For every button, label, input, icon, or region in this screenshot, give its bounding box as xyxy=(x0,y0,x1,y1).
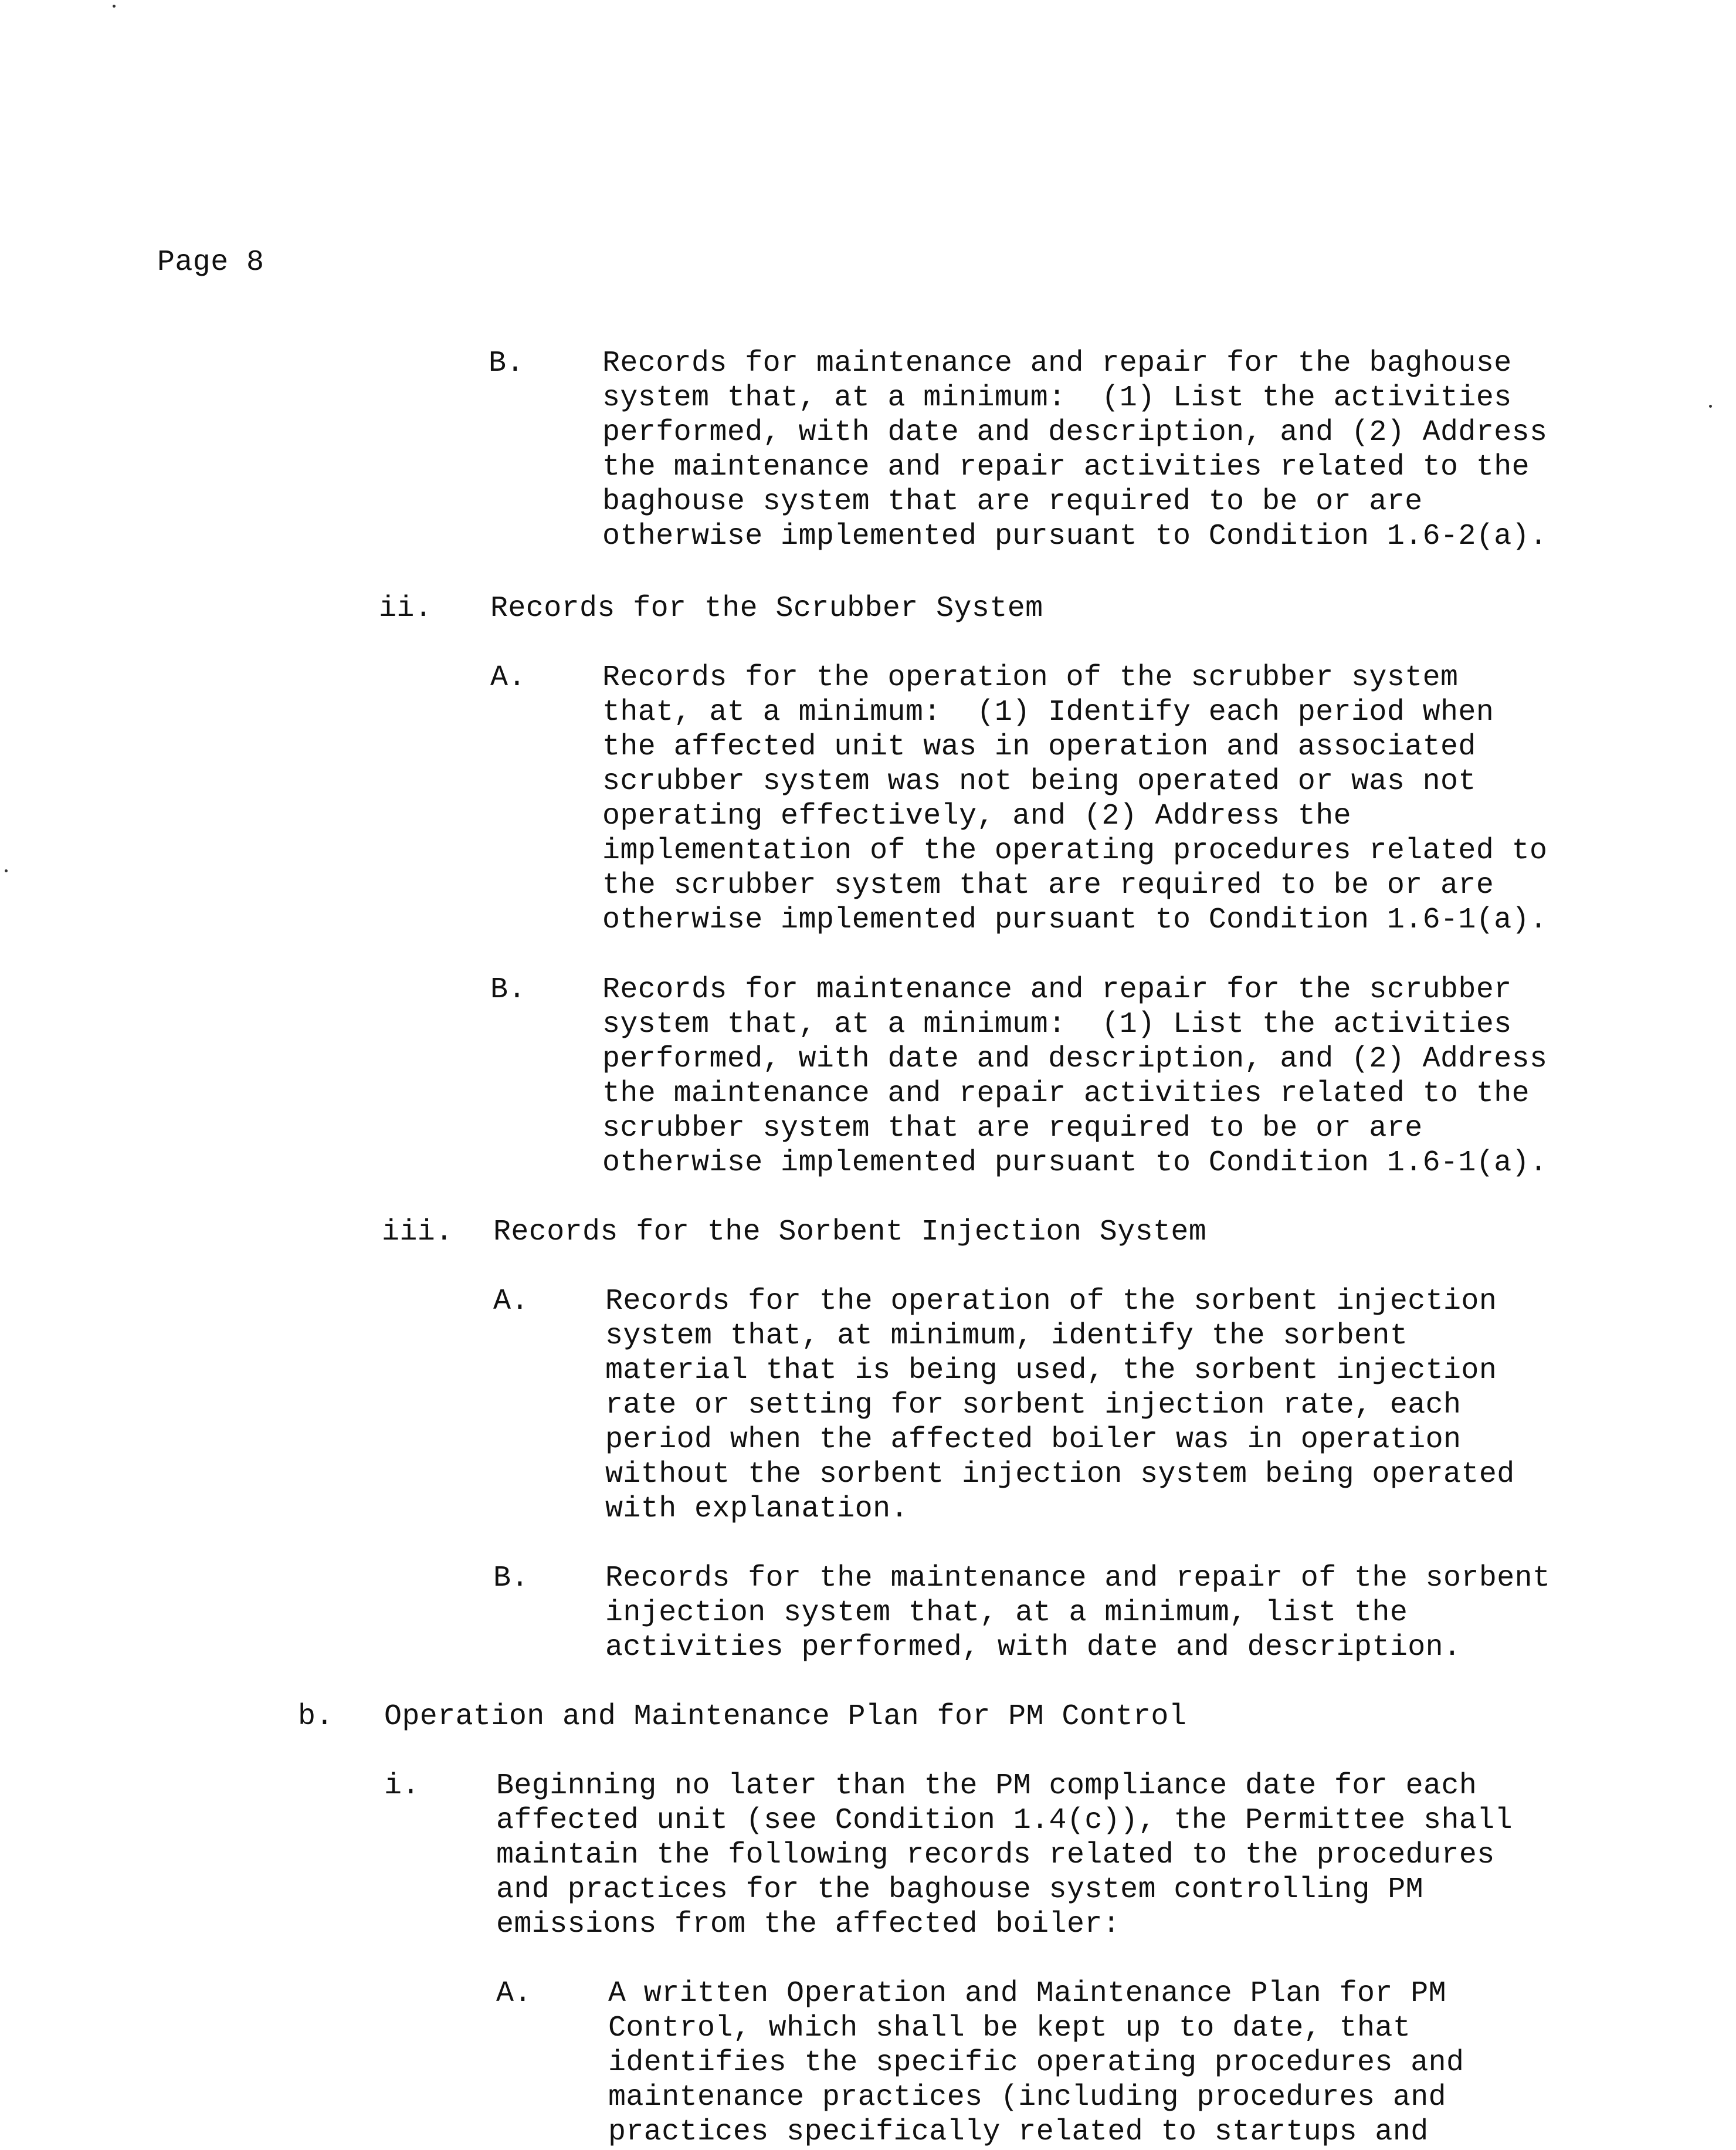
scan-speck xyxy=(1709,405,1712,408)
text-line: and practices for the baghouse system controlling PM xyxy=(496,1873,1424,1907)
item-marker: ii. xyxy=(379,592,433,625)
text-line: Records for the maintenance and repair of the sorbent xyxy=(605,1562,1551,1595)
item-marker: A. xyxy=(493,1285,529,1318)
scan-speck xyxy=(113,5,116,8)
text-line: Records for the operation of the scrubber system xyxy=(602,661,1459,695)
item-marker: B. xyxy=(493,1562,529,1595)
text-line: the scrubber system that are required to be or are xyxy=(602,869,1494,902)
text-line: without the sorbent injection system being operated xyxy=(605,1458,1515,1491)
text-line: otherwise implemented pursuant to Condition 1.6-2(a). xyxy=(602,520,1548,553)
item-marker: A. xyxy=(490,661,526,695)
text-line: otherwise implemented pursuant to Condition 1.6-1(a). xyxy=(602,903,1548,937)
text-line: identifies the specific operating procedures and xyxy=(608,2046,1464,2080)
text-line: material that is being used, the sorbent injection xyxy=(605,1354,1497,1387)
text-line: scrubber system that are required to be or are xyxy=(602,1112,1423,1145)
item-marker: B. xyxy=(489,347,524,380)
section-heading: Records for the Sorbent Injection System xyxy=(493,1215,1207,1249)
text-line: otherwise implemented pursuant to Condition 1.6-1(a). xyxy=(602,1146,1548,1180)
text-line: system that, at a minimum: (1) List the activities xyxy=(602,1008,1512,1041)
text-line: rate or setting for sorbent injection rate, each xyxy=(605,1389,1462,1422)
text-line: Control, which shall be kept up to date, that xyxy=(608,2012,1411,2045)
scan-speck xyxy=(5,869,8,872)
text-line: scrubber system was not being operated or was not xyxy=(602,765,1476,798)
text-line: baghouse system that are required to be or are xyxy=(602,485,1423,519)
text-line: the maintenance and repair activities related to the xyxy=(602,1077,1530,1110)
text-line: system that, at a minimum: (1) List the activities xyxy=(602,381,1512,415)
text-line: affected unit (see Condition 1.4(c)), the Permittee shall xyxy=(496,1804,1513,1837)
item-marker: iii. xyxy=(382,1215,453,1249)
text-line: injection system that, at a minimum, list the xyxy=(605,1596,1408,1630)
text-line: practices specifically related to startups and xyxy=(608,2115,1429,2149)
text-line: the maintenance and repair activities related to the xyxy=(602,451,1530,484)
text-line: performed, with date and description, and (2) Address xyxy=(602,416,1548,449)
item-marker: A. xyxy=(496,1977,532,2010)
text-line: period when the affected boiler was in operation xyxy=(605,1423,1462,1457)
text-line: Records for the operation of the sorbent injection xyxy=(605,1285,1497,1318)
item-marker: B. xyxy=(490,973,526,1007)
text-line: emissions from the affected boiler: xyxy=(496,1908,1121,1941)
item-marker: b. xyxy=(298,1700,334,1733)
text-line: performed, with date and description, and (2) Address xyxy=(602,1042,1548,1076)
text-line: maintenance practices (including procedures and xyxy=(608,2081,1447,2114)
section-heading: Records for the Scrubber System xyxy=(490,592,1043,625)
item-marker: i. xyxy=(384,1769,420,1803)
section-heading: Operation and Maintenance Plan for PM Control xyxy=(384,1700,1187,1733)
page-number: Page 8 xyxy=(157,246,265,279)
text-line: system that, at minimum, identify the sorbent xyxy=(605,1319,1408,1353)
text-line: with explanation. xyxy=(605,1492,908,1526)
text-line: maintain the following records related to the procedures xyxy=(496,1838,1495,1872)
text-line: Beginning no later than the PM compliance date for each xyxy=(496,1769,1477,1803)
text-line: A written Operation and Maintenance Plan for PM xyxy=(608,1977,1447,2010)
text-line: Records for maintenance and repair for the scrubber xyxy=(602,973,1512,1007)
text-line: the affected unit was in operation and associated xyxy=(602,730,1476,764)
text-line: implementation of the operating procedures related to xyxy=(602,834,1548,868)
text-line: that, at a minimum: (1) Identify each period when xyxy=(602,696,1494,729)
text-line: Records for maintenance and repair for the baghouse xyxy=(602,347,1512,380)
text-line: activities performed, with date and description. xyxy=(605,1631,1462,1664)
text-line: operating effectively, and (2) Address the xyxy=(602,800,1352,833)
